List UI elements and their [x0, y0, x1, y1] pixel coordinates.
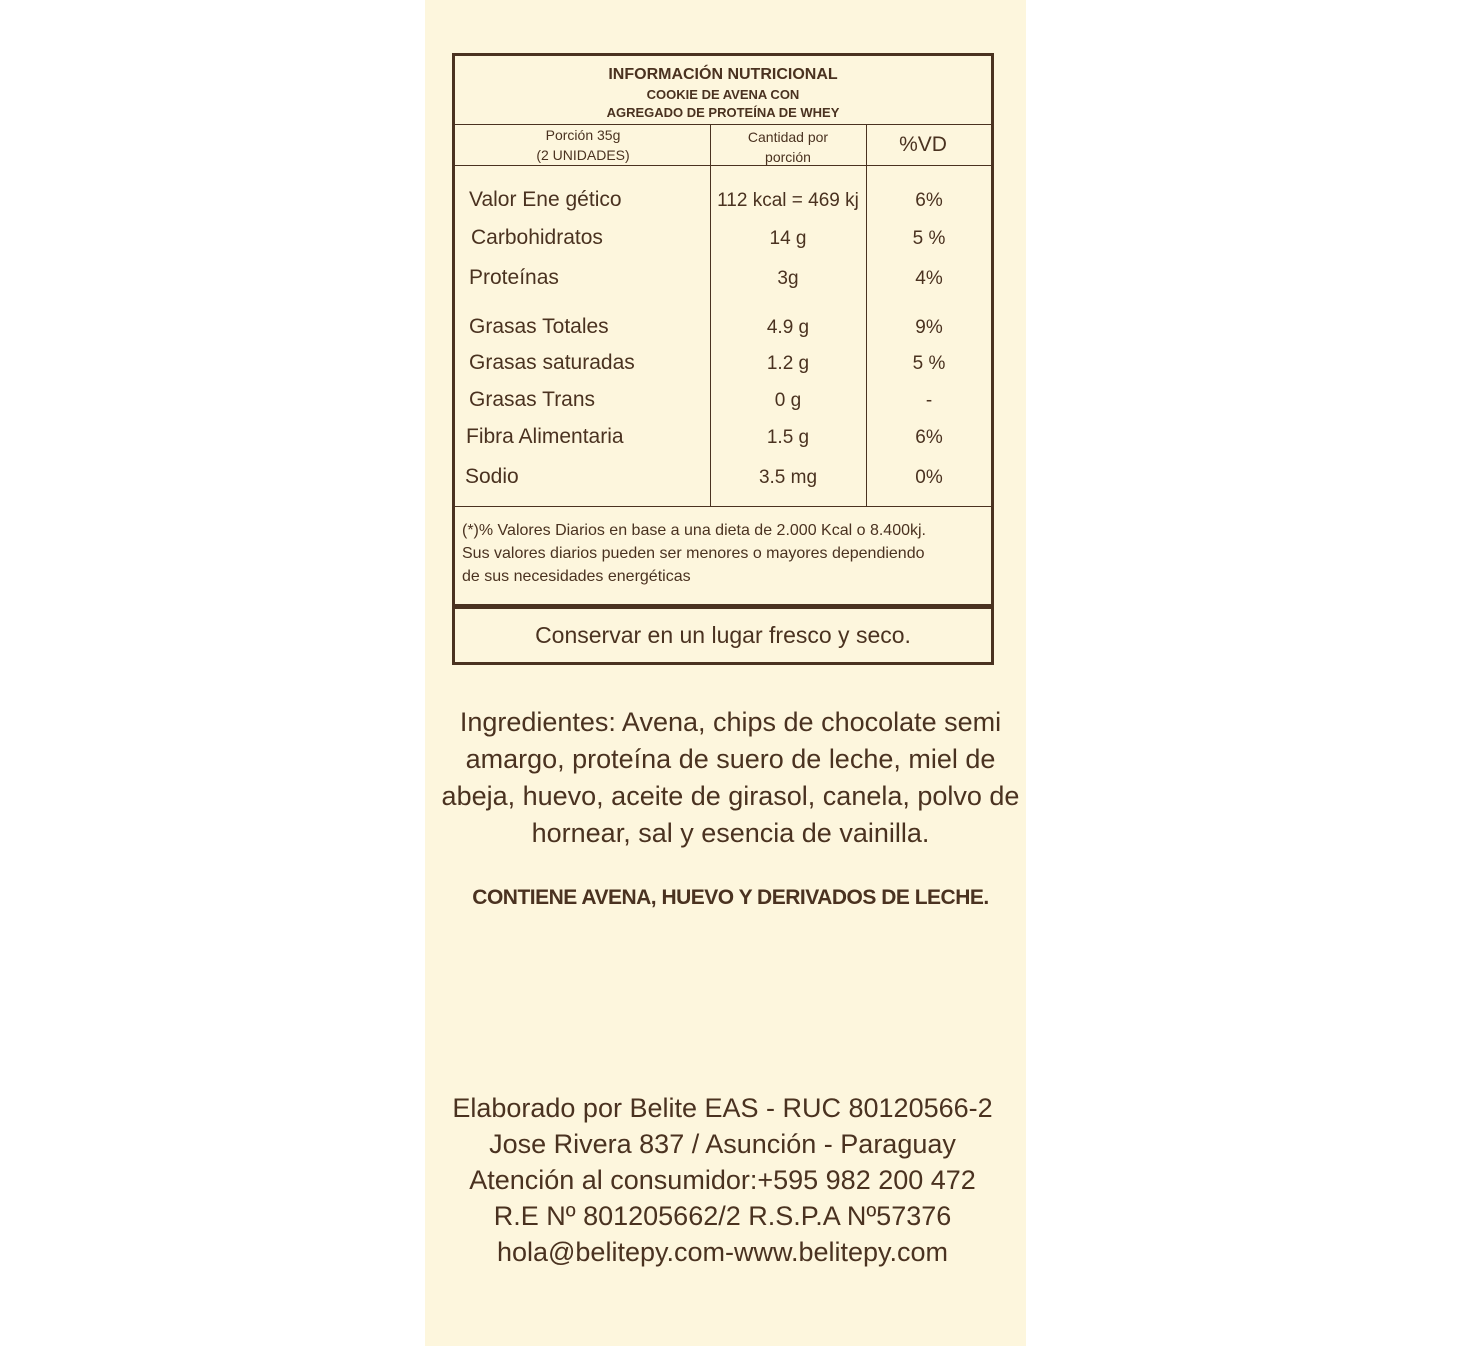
footnote-line-3: de sus necesidades energéticas — [462, 568, 691, 585]
thick-divider — [455, 604, 991, 609]
nutrient-amount: 4.9 g — [766, 317, 810, 338]
footnote-line-2: Sus valores diarios pueden ser menores o mayores dependiendo — [462, 545, 925, 562]
nutrient-amount: 1.2 g — [766, 353, 810, 374]
nutrient-dv: 6% — [915, 427, 943, 448]
nutrient-amount: 14 g — [769, 228, 807, 249]
storage-instructions: Conservar en un lugar fresco y seco. — [535, 622, 911, 648]
manufacturer-info — [400, 1090, 1045, 1270]
nutrient-name: Grasas Totales — [469, 315, 609, 338]
ingredients-line-1: Ingredientes: Avena, chips de chocolate semi — [459, 707, 1002, 737]
allergen-warning: CONTIENE AVENA, HUEVO Y DERIVADOS DE LECHE. — [472, 886, 989, 909]
manufacturer-line-2: Jose Rivera 837 / Asunción - Paraguay — [489, 1129, 956, 1159]
nutrient-name: Fibra Alimentaria — [466, 425, 624, 448]
ingredients-text — [425, 704, 1036, 852]
nutrient-dv: 4% — [915, 268, 943, 289]
amount-header — [713, 127, 863, 167]
nutrient-row — [455, 351, 991, 381]
nutrition-header — [455, 56, 991, 125]
nutrient-row — [455, 266, 991, 296]
manufacturer-line-3: Atención al consumidor:+595 982 200 472 — [469, 1165, 976, 1195]
nutrient-amount: 0 g — [774, 390, 802, 411]
nutrient-row — [455, 465, 991, 495]
nutrient-row — [455, 388, 991, 418]
dv-header: %VD — [899, 133, 947, 156]
nutrient-row — [455, 425, 991, 455]
nutrient-amount: 1.5 g — [766, 427, 810, 448]
amount-header-line-2: porción — [765, 149, 811, 165]
nutrition-facts-table — [452, 53, 994, 665]
portion-size: Porción 35g — [545, 127, 621, 143]
nutrient-name: Sodio — [465, 465, 519, 488]
nutrient-amount: 112 kcal = 469 kj — [717, 190, 859, 211]
manufacturer-line-4: R.E Nº 801205662/2 R.S.P.A Nº57376 — [493, 1201, 952, 1231]
nutrient-amount: 3g — [777, 268, 799, 289]
nutrient-dv: 6% — [915, 190, 943, 211]
ingredients-line-2: amargo, proteína de suero de leche, miel de — [465, 744, 996, 774]
nutrient-name: Grasas Trans — [469, 388, 596, 411]
column-header-row — [455, 125, 991, 166]
table-divider — [455, 506, 991, 507]
nutrient-dv: - — [925, 390, 933, 411]
nutrient-name: Valor Ene gético — [469, 188, 622, 211]
nutrient-dv: 5 % — [912, 228, 946, 249]
nutrient-dv: 0% — [915, 467, 943, 488]
nutrition-subtitle-2: AGREGADO DE PROTEÍNA DE WHEY — [606, 105, 840, 120]
nutrient-row — [455, 226, 991, 256]
nutrition-title: INFORMACIÓN NUTRICIONAL — [608, 66, 838, 83]
nutrient-amount: 3.5 mg — [758, 467, 818, 488]
nutrient-name: Grasas saturadas — [469, 351, 635, 374]
nutrition-subtitle-1: COOKIE DE AVENA CON — [646, 87, 800, 102]
portion-header — [455, 125, 711, 165]
portion-units: (2 UNIDADES) — [536, 147, 630, 163]
nutrient-name: Carbohidratos — [471, 226, 603, 249]
manufacturer-line-1: Elaborado por Belite EAS - RUC 80120566-2 — [452, 1093, 993, 1123]
daily-values-footnote — [462, 519, 987, 588]
nutrient-name: Proteínas — [469, 266, 559, 289]
nutrient-dv: 5 % — [912, 353, 946, 374]
nutrient-row — [455, 315, 991, 345]
nutrient-dv: 9% — [915, 317, 943, 338]
nutrient-row — [455, 188, 991, 218]
manufacturer-line-5: hola@belitepy.com-www.belitepy.com — [496, 1237, 949, 1267]
ingredients-line-4: hornear, sal y esencia de vainilla. — [531, 818, 930, 848]
footnote-line-1: (*)% Valores Diarios en base a una dieta de 2.000 Kcal o 8.400kj. — [462, 522, 926, 539]
amount-header-line-1: Cantidad por — [747, 129, 829, 145]
ingredients-line-3: abeja, huevo, aceite de girasol, canela, polvo de — [441, 781, 1020, 811]
